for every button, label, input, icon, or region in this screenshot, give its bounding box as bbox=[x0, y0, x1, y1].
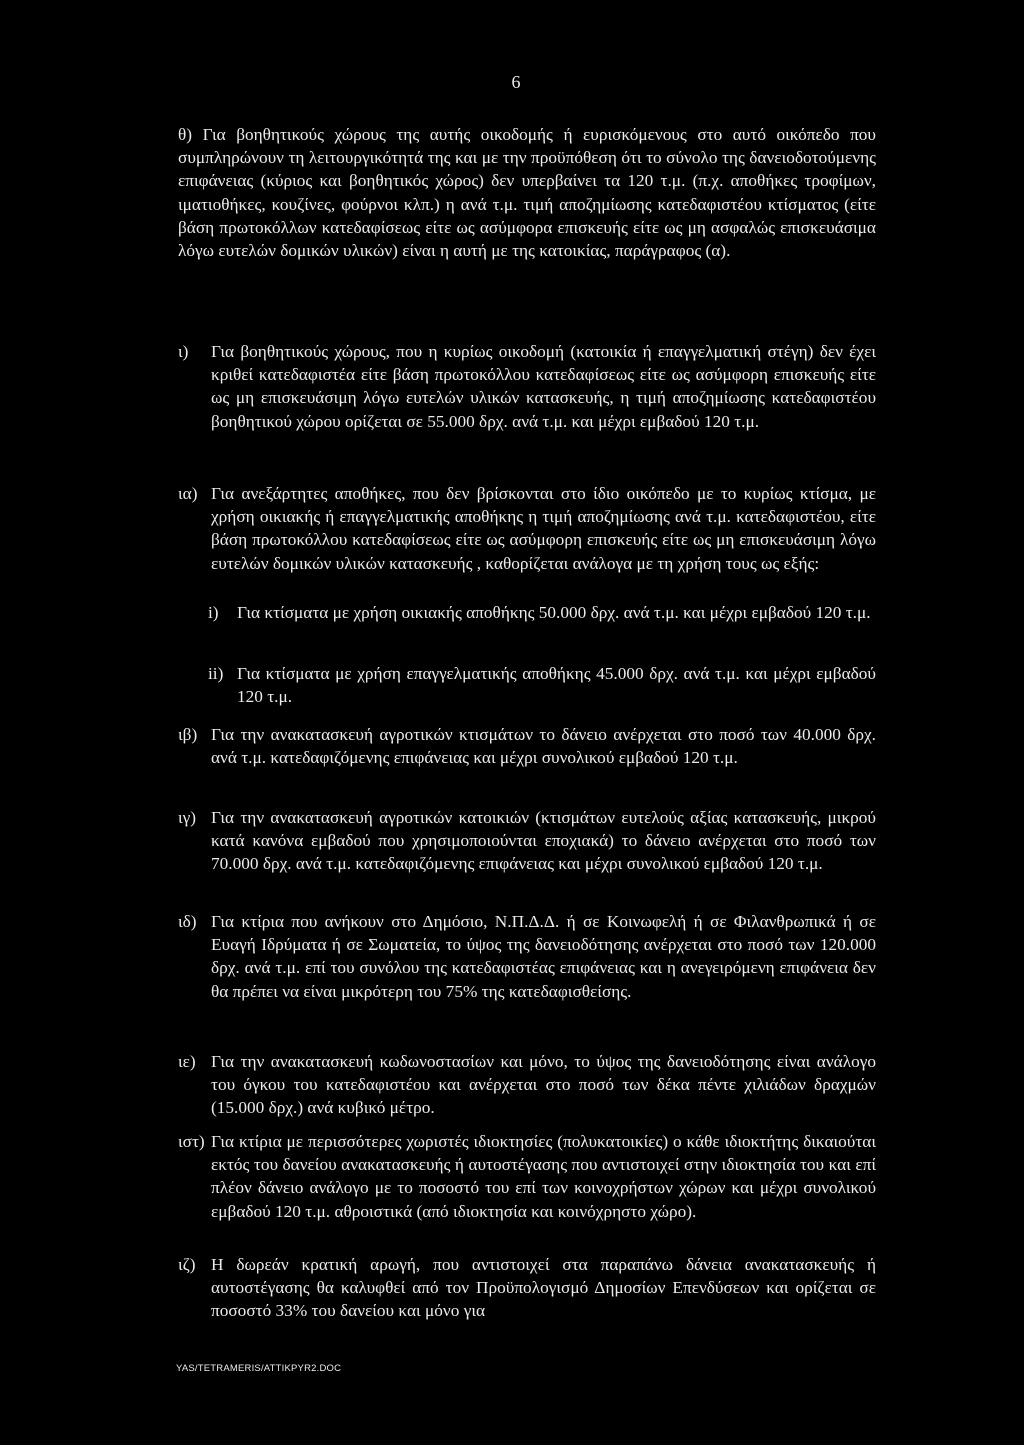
paragraph-ist bbox=[178, 1130, 876, 1223]
paragraph-label: ιδ) bbox=[178, 912, 197, 931]
paragraph-ig bbox=[178, 806, 876, 876]
paragraph-text: Για βοηθητικούς χώρους, που η κυρίως οικοδομή (κατοικία ή επαγγελματική στέγη) δεν έχει κριθεί κατεδαφιστέα είτε βάση πρωτοκόλλου κατεδαφίσεως είτε ως ασύμφορη επισκευής είτε ως μη επισκευάσιμη λόγω ευτελών υλικών κατασκευής, η τιμή αποζημίωσης κατεδαφιστέου βοηθητικού χώρου ορίζεται σε 55.000 δρχ. ανά τ.μ. και μέχρι εμβαδού 120 τ.μ. bbox=[211, 342, 876, 431]
subparagraph-text: Για κτίσματα με χρήση οικιακής αποθήκης 50.000 δρχ. ανά τ.μ. και μέχρι εμβαδού 120 τ.μ. bbox=[237, 603, 871, 622]
paragraph-iota bbox=[178, 340, 876, 433]
paragraph-text: Για κτίρια που ανήκουν στο Δημόσιο, Ν.Π.Δ.Δ. ή σε Κοινωφελή ή σε Φιλανθρωπικά ή σε Ευαγή Ιδρύματα ή σε Σωματεία, το ύψος της δανειοδότησης ανέρχεται στο ποσό των 120.000 δρχ. ανά τ.μ. επί του συνόλου της κατεδαφιστέας επιφάνειας και η ανεγειρόμενη επιφάνεια δεν θα πρέπει να είναι μικρότερη του 75% της κατεδαφισθείσης. bbox=[211, 912, 876, 1001]
paragraph-label: ιγ) bbox=[178, 808, 197, 827]
paragraph-ia bbox=[178, 482, 876, 575]
paragraph-label: ιβ) bbox=[178, 725, 198, 744]
paragraph-ib bbox=[178, 723, 876, 769]
paragraph-text: Η δωρεάν κρατική αρωγή, που αντιστοιχεί στα παραπάνω δάνεια ανακατασκευής ή αυτοστέγασης θα καλυφθεί από τον Προϋπολογισμό Δημοσίων Επενδύσεων και ορίζεται σε ποσοστό 33% του δανείου και μόνο για bbox=[211, 1255, 876, 1321]
paragraph-id bbox=[178, 910, 876, 1003]
paragraph-text: Για την ανακατασκευή αγροτικών κτισμάτων το δάνειο ανέρχεται στο ποσό των 40.000 δρχ. ανά τ.μ. κατεδαφιζόμενης επιφάνειας και μέχρι συνολικού εμβαδού 120 τ.μ. bbox=[211, 725, 876, 768]
paragraph-theta: θ) Για βοηθητικούς χώρους της αυτής οικοδομής ή ευρισκόμενους στο αυτό οικόπεδο που συμπληρώνουν τη λειτουργικότητά της και με την προϋπόθεση ότι το σύνολο της δανειοδοτούμενης επιφάνειας (κύριος και βοηθητικός χώρος) δεν υπερβαίνει τα 120 τ.μ. (π.χ. αποθήκες τροφίμων, ιματιοθήκες, κουζίνες, φούρνοι κλπ.) η ανά τ.μ. τιμή αποζημίωσης κατεδαφιστέου κτίσματος (είτε βάση πρωτοκόλλων κατεδαφίσεως είτε ως ασύμφορα επισκευής είτε ως μη ασφαλώς επισκευάσιμα λόγω ευτελών δομικών υλικών) είναι η αυτή με της κατοικίας, παράγραφος (α). bbox=[178, 125, 876, 261]
paragraph-label: ιστ) bbox=[178, 1132, 205, 1151]
subparagraph-label: i) bbox=[208, 603, 219, 622]
paragraph-label: ια) bbox=[178, 484, 198, 503]
paragraph-label: ιε) bbox=[178, 1052, 196, 1071]
paragraph-label: ι) bbox=[178, 342, 189, 361]
subparagraph-ia-ii bbox=[208, 662, 876, 708]
subparagraph-label: ii) bbox=[208, 664, 224, 683]
paragraph-label: ιζ) bbox=[178, 1255, 196, 1274]
paragraph-text: Για κτίρια με περισσότερες χωριστές ιδιοκτησίες (πολυκατοικίες) ο κάθε ιδιοκτήτης δικαιούται εκτός του δανείου ανακατασκευής ή αυτοστέγασης που αντιστοιχεί στην ιδιοκτησία του και επί πλέον δάνειο ανάλογο με το ποσοστό του επί των κοινοχρήστων χώρων και μέχρι συνολικού εμβαδού 120 τ.μ. αθροιστικά (από ιδιοκτησία και κοινόχρηστο χώρο). bbox=[211, 1132, 876, 1221]
paragraph-text: Για ανεξάρτητες αποθήκες, που δεν βρίσκονται στο ίδιο οικόπεδο με το κυρίως κτίσμα, με χρήση οικιακής ή επαγγελματικής αποθήκης η τιμή αποζημίωσης ανά τ.μ. κατεδαφιστέου, είτε βάση πρωτοκόλλου κατεδαφίσεως είτε ως ασύμφορη επισκευής είτε ως μη επισκευάσιμη λόγω ευτελών δομικών υλικών κατασκευής , καθορίζεται ανάλογα με τη χρήση τους ως εξής: bbox=[211, 484, 876, 573]
paragraph-ie bbox=[178, 1050, 876, 1120]
page-number: 6 bbox=[511, 72, 521, 92]
paragraph-iz bbox=[178, 1253, 876, 1323]
subparagraph-ia-i bbox=[208, 601, 876, 624]
subparagraph-text: Για κτίσματα με χρήση επαγγελματικής αποθήκης 45.000 δρχ. ανά τ.μ. και μέχρι εμβαδού 120 τ.μ. bbox=[237, 664, 876, 707]
paragraph-text: Για την ανακατασκευή κωδωνοστασίων και μόνο, το ύψος της δανειοδότησης είναι ανάλογο του όγκου του κατεδαφιστέου και ανέρχεται στο ποσό των δέκα πέντε χιλιάδων δραχμών (15.000 δρχ.) ανά κυβικό μέτρο. bbox=[211, 1052, 876, 1118]
document-footer: YAS/TETRAMERIS/ATTIKPYR2.DOC bbox=[176, 1363, 342, 1374]
paragraph-text: Για την ανακατασκευή αγροτικών κατοικιών (κτισμάτων ευτελούς αξίας κατασκευής, μικρού κατά κανόνα εμβαδού που χρησιμοποιούνται εποχιακά) το δάνειο ανέρχεται στο ποσό των 70.000 δρχ. ανά τ.μ. κατεδαφιζόμενης επιφάνειας και μέχρι συνολικού εμβαδού 120 τ.μ. bbox=[211, 808, 876, 874]
